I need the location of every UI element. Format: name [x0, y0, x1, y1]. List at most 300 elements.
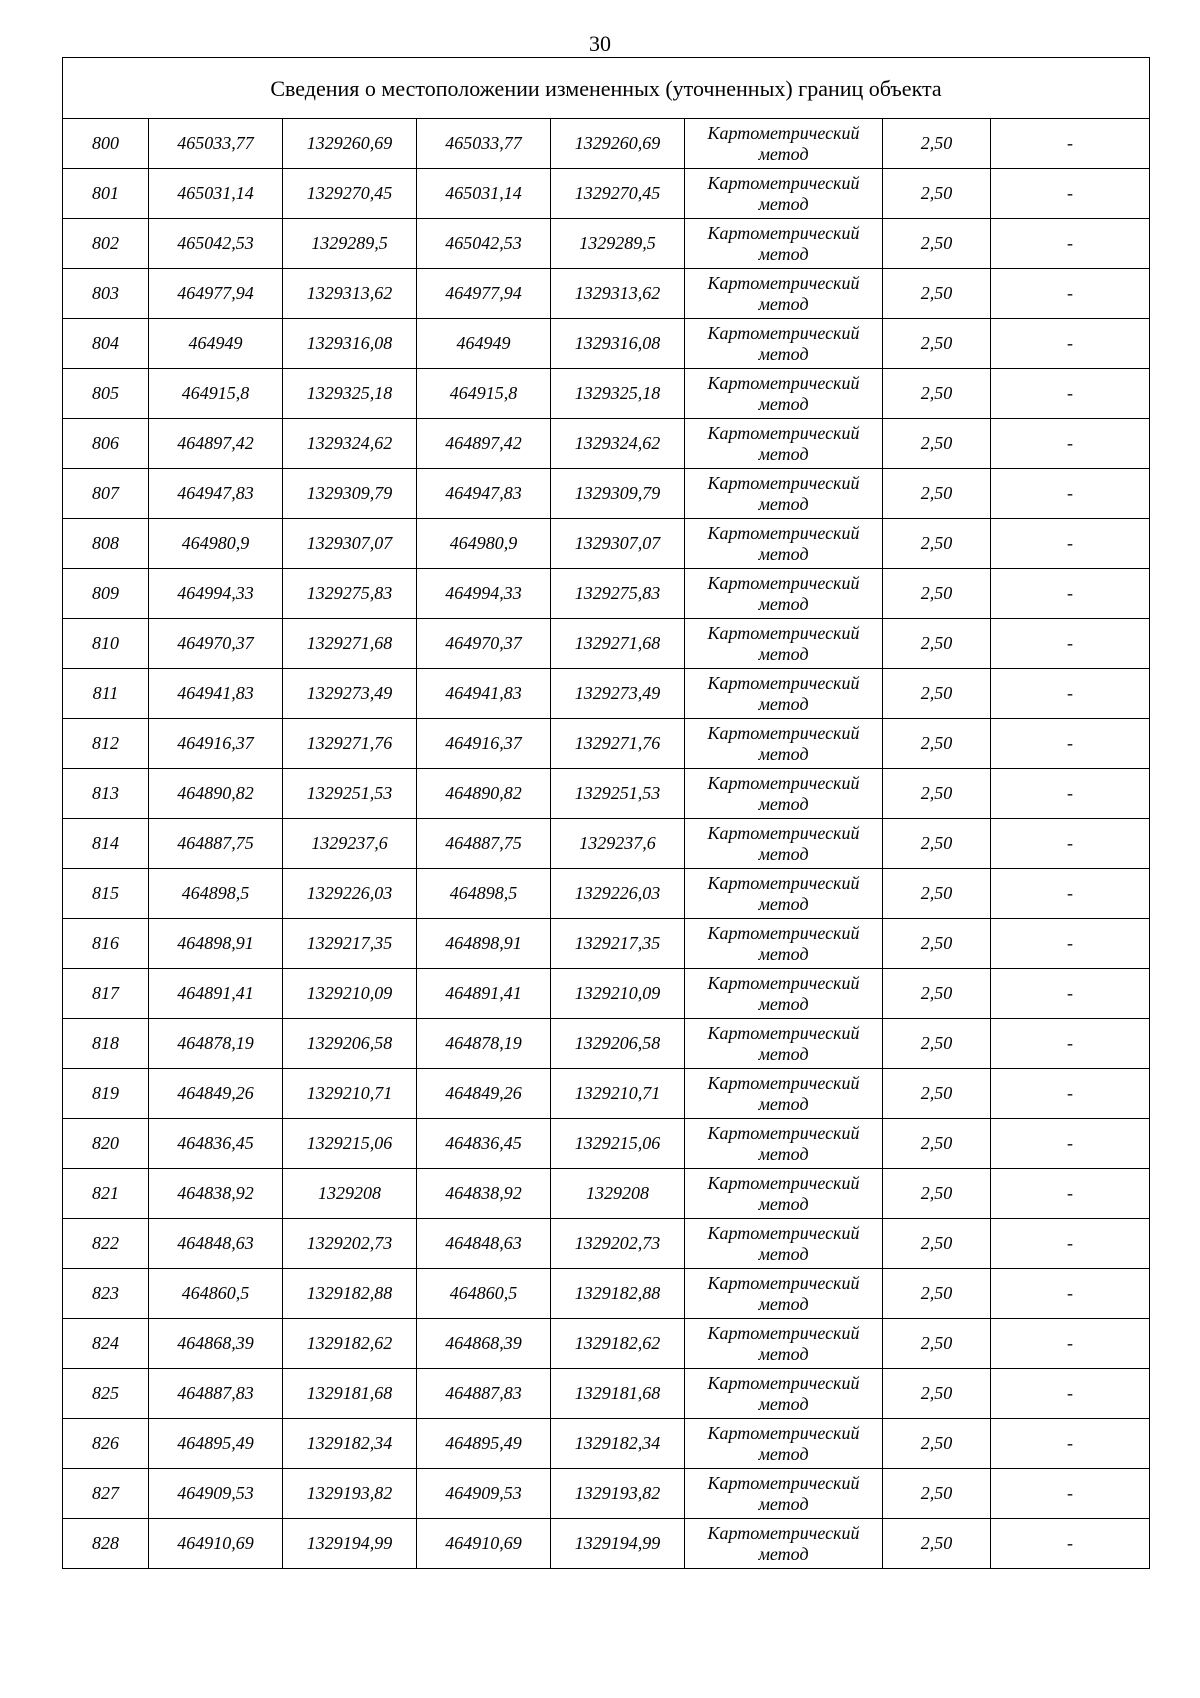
description-cell: - [991, 1119, 1150, 1169]
description-cell: - [991, 169, 1150, 219]
method-cell [685, 219, 883, 269]
description-cell: - [991, 1469, 1150, 1519]
accuracy-cell: 2,50 [883, 1519, 991, 1569]
point-number-cell: 827 [63, 1469, 149, 1519]
description-cell: - [991, 569, 1150, 619]
existing-y-cell: 1329271,68 [283, 619, 417, 669]
updated-y-cell: 1329270,45 [551, 169, 685, 219]
table-row [63, 1269, 1150, 1319]
method-line-1: Картометрический [707, 1472, 860, 1493]
existing-y-cell: 1329182,88 [283, 1269, 417, 1319]
description-cell: - [991, 469, 1150, 519]
existing-x-cell: 464977,94 [149, 269, 283, 319]
accuracy-cell: 2,50 [883, 1319, 991, 1369]
method-line-1: Картометрический [707, 172, 860, 193]
method-line-2: метод [758, 793, 809, 814]
table-row [63, 1119, 1150, 1169]
updated-x-cell: 464887,83 [417, 1369, 551, 1419]
existing-x-cell: 464890,82 [149, 769, 283, 819]
existing-x-cell: 464970,37 [149, 619, 283, 669]
updated-x-cell: 464970,37 [417, 619, 551, 669]
existing-y-cell: 1329273,49 [283, 669, 417, 719]
method-cell [685, 1469, 883, 1519]
updated-x-cell: 464836,45 [417, 1119, 551, 1169]
updated-y-cell: 1329202,73 [551, 1219, 685, 1269]
description-cell: - [991, 619, 1150, 669]
method-cell [685, 169, 883, 219]
point-number-cell: 807 [63, 469, 149, 519]
point-number-cell: 820 [63, 1119, 149, 1169]
method-line-2: метод [758, 893, 809, 914]
point-number-cell: 822 [63, 1219, 149, 1269]
method-cell [685, 1019, 883, 1069]
updated-y-cell: 1329182,34 [551, 1419, 685, 1469]
accuracy-cell: 2,50 [883, 1069, 991, 1119]
method-line-1: Картометрический [707, 472, 860, 493]
table-title-row [63, 58, 1150, 119]
table-row [63, 519, 1150, 569]
existing-y-cell: 1329237,6 [283, 819, 417, 869]
updated-x-cell: 464949 [417, 319, 551, 369]
method-cell [685, 569, 883, 619]
existing-y-cell: 1329325,18 [283, 369, 417, 419]
point-number-cell: 826 [63, 1419, 149, 1469]
accuracy-cell: 2,50 [883, 269, 991, 319]
method-cell [685, 1269, 883, 1319]
updated-x-cell: 464887,75 [417, 819, 551, 869]
method-line-2: метод [758, 1443, 809, 1464]
accuracy-cell: 2,50 [883, 1269, 991, 1319]
updated-x-cell: 464878,19 [417, 1019, 551, 1069]
existing-x-cell: 464849,26 [149, 1069, 283, 1119]
description-cell: - [991, 1519, 1150, 1569]
point-number-cell: 816 [63, 919, 149, 969]
existing-y-cell: 1329226,03 [283, 869, 417, 919]
updated-x-cell: 464941,83 [417, 669, 551, 719]
table-row [63, 1169, 1150, 1219]
method-line-1: Картометрический [707, 872, 860, 893]
method-line-2: метод [758, 1143, 809, 1164]
point-number-cell: 818 [63, 1019, 149, 1069]
method-cell [685, 1069, 883, 1119]
existing-x-cell: 464887,75 [149, 819, 283, 869]
description-cell: - [991, 769, 1150, 819]
table-row [63, 1519, 1150, 1569]
method-cell [685, 319, 883, 369]
page-number: 30 [589, 31, 611, 56]
method-line-1: Картометрический [707, 1072, 860, 1093]
method-line-1: Картометрический [707, 122, 860, 143]
point-number-cell: 823 [63, 1269, 149, 1319]
description-cell: - [991, 819, 1150, 869]
existing-x-cell: 464868,39 [149, 1319, 283, 1369]
existing-x-cell: 464916,37 [149, 719, 283, 769]
existing-x-cell: 464891,41 [149, 969, 283, 1019]
method-cell [685, 1419, 883, 1469]
method-line-2: метод [758, 1493, 809, 1514]
method-line-1: Картометрический [707, 1122, 860, 1143]
table-row [63, 869, 1150, 919]
updated-y-cell: 1329325,18 [551, 369, 685, 419]
method-cell [685, 969, 883, 1019]
accuracy-cell: 2,50 [883, 469, 991, 519]
existing-y-cell: 1329182,34 [283, 1419, 417, 1469]
updated-x-cell: 464891,41 [417, 969, 551, 1019]
description-cell: - [991, 319, 1150, 369]
method-line-2: метод [758, 593, 809, 614]
point-number-cell: 802 [63, 219, 149, 269]
updated-x-cell: 464897,42 [417, 419, 551, 469]
accuracy-cell: 2,50 [883, 169, 991, 219]
description-cell: - [991, 1169, 1150, 1219]
existing-y-cell: 1329270,45 [283, 169, 417, 219]
table-row [63, 1069, 1150, 1119]
method-line-1: Картометрический [707, 572, 860, 593]
table-row [63, 969, 1150, 1019]
point-number-cell: 804 [63, 319, 149, 369]
table-row [63, 619, 1150, 669]
method-line-1: Картометрический [707, 622, 860, 643]
existing-x-cell: 464909,53 [149, 1469, 283, 1519]
method-line-1: Картометрический [707, 372, 860, 393]
updated-x-cell: 465031,14 [417, 169, 551, 219]
method-line-1: Картометрический [707, 1222, 860, 1243]
existing-y-cell: 1329210,71 [283, 1069, 417, 1119]
method-cell [685, 519, 883, 569]
accuracy-cell: 2,50 [883, 219, 991, 269]
description-cell: - [991, 1319, 1150, 1369]
point-number-cell: 811 [63, 669, 149, 719]
existing-x-cell: 464897,42 [149, 419, 283, 469]
method-line-1: Картометрический [707, 972, 860, 993]
accuracy-cell: 2,50 [883, 769, 991, 819]
point-number-cell: 805 [63, 369, 149, 419]
existing-x-cell: 464836,45 [149, 1119, 283, 1169]
point-number-cell: 825 [63, 1369, 149, 1419]
table-row [63, 1219, 1150, 1269]
table-row [63, 1369, 1150, 1419]
method-cell [685, 369, 883, 419]
point-number-cell: 828 [63, 1519, 149, 1569]
method-line-2: метод [758, 543, 809, 564]
updated-x-cell: 464994,33 [417, 569, 551, 619]
updated-y-cell: 1329217,35 [551, 919, 685, 969]
accuracy-cell: 2,50 [883, 819, 991, 869]
method-cell [685, 1369, 883, 1419]
accuracy-cell: 2,50 [883, 1469, 991, 1519]
updated-y-cell: 1329208 [551, 1169, 685, 1219]
method-line-1: Картометрический [707, 522, 860, 543]
description-cell: - [991, 969, 1150, 1019]
updated-y-cell: 1329271,76 [551, 719, 685, 769]
updated-y-cell: 1329275,83 [551, 569, 685, 619]
point-number-cell: 817 [63, 969, 149, 1019]
accuracy-cell: 2,50 [883, 569, 991, 619]
updated-x-cell: 464916,37 [417, 719, 551, 769]
method-cell [685, 269, 883, 319]
method-line-1: Картометрический [707, 322, 860, 343]
description-cell: - [991, 919, 1150, 969]
method-cell [685, 669, 883, 719]
accuracy-cell: 2,50 [883, 1119, 991, 1169]
existing-x-cell: 465042,53 [149, 219, 283, 269]
description-cell: - [991, 1419, 1150, 1469]
existing-y-cell: 1329182,62 [283, 1319, 417, 1369]
existing-x-cell: 464838,92 [149, 1169, 283, 1219]
method-line-2: метод [758, 693, 809, 714]
method-line-1: Картометрический [707, 1522, 860, 1543]
table-row [63, 669, 1150, 719]
existing-y-cell: 1329324,62 [283, 419, 417, 469]
point-number-cell: 800 [63, 119, 149, 169]
existing-y-cell: 1329208 [283, 1169, 417, 1219]
existing-x-cell: 465031,14 [149, 169, 283, 219]
accuracy-cell: 2,50 [883, 1369, 991, 1419]
table-row [63, 469, 1150, 519]
accuracy-cell: 2,50 [883, 969, 991, 1019]
existing-y-cell: 1329275,83 [283, 569, 417, 619]
existing-y-cell: 1329316,08 [283, 319, 417, 369]
point-number-cell: 813 [63, 769, 149, 819]
existing-y-cell: 1329313,62 [283, 269, 417, 319]
method-line-2: метод [758, 993, 809, 1014]
description-cell: - [991, 219, 1150, 269]
table-row [63, 1419, 1150, 1469]
existing-x-cell: 464980,9 [149, 519, 283, 569]
updated-x-cell: 464838,92 [417, 1169, 551, 1219]
updated-x-cell: 464860,5 [417, 1269, 551, 1319]
updated-y-cell: 1329307,07 [551, 519, 685, 569]
existing-y-cell: 1329193,82 [283, 1469, 417, 1519]
existing-y-cell: 1329202,73 [283, 1219, 417, 1269]
method-line-1: Картометрический [707, 1022, 860, 1043]
accuracy-cell: 2,50 [883, 669, 991, 719]
table-row [63, 219, 1150, 269]
method-line-1: Картометрический [707, 922, 860, 943]
existing-x-cell: 464941,83 [149, 669, 283, 719]
method-line-2: метод [758, 943, 809, 964]
updated-x-cell: 464890,82 [417, 769, 551, 819]
table-row [63, 569, 1150, 619]
existing-y-cell: 1329309,79 [283, 469, 417, 519]
updated-x-cell: 465033,77 [417, 119, 551, 169]
updated-y-cell: 1329210,71 [551, 1069, 685, 1119]
updated-x-cell: 464915,8 [417, 369, 551, 419]
point-number-cell: 809 [63, 569, 149, 619]
existing-x-cell: 464860,5 [149, 1269, 283, 1319]
existing-x-cell: 465033,77 [149, 119, 283, 169]
method-line-2: метод [758, 193, 809, 214]
method-line-1: Картометрический [707, 1322, 860, 1343]
method-line-2: метод [758, 143, 809, 164]
method-line-2: метод [758, 1293, 809, 1314]
existing-x-cell: 464878,19 [149, 1019, 283, 1069]
method-cell [685, 869, 883, 919]
point-number-cell: 801 [63, 169, 149, 219]
point-number-cell: 814 [63, 819, 149, 869]
accuracy-cell: 2,50 [883, 369, 991, 419]
method-cell [685, 119, 883, 169]
existing-y-cell: 1329260,69 [283, 119, 417, 169]
method-cell [685, 769, 883, 819]
method-line-2: метод [758, 1093, 809, 1114]
table-title: Сведения о местоположении измененных (уточненных) границ объекта [63, 58, 1150, 119]
description-cell: - [991, 869, 1150, 919]
method-line-2: метод [758, 1193, 809, 1214]
table-row [63, 1469, 1150, 1519]
description-cell: - [991, 369, 1150, 419]
method-cell [685, 1319, 883, 1369]
point-number-cell: 810 [63, 619, 149, 669]
description-cell: - [991, 519, 1150, 569]
updated-y-cell: 1329260,69 [551, 119, 685, 169]
existing-y-cell: 1329307,07 [283, 519, 417, 569]
accuracy-cell: 2,50 [883, 119, 991, 169]
existing-x-cell: 464910,69 [149, 1519, 283, 1569]
updated-y-cell: 1329316,08 [551, 319, 685, 369]
description-cell: - [991, 1069, 1150, 1119]
method-line-1: Картометрический [707, 672, 860, 693]
accuracy-cell: 2,50 [883, 619, 991, 669]
method-line-2: метод [758, 743, 809, 764]
table-row [63, 919, 1150, 969]
method-line-2: метод [758, 443, 809, 464]
point-number-cell: 812 [63, 719, 149, 769]
existing-y-cell: 1329194,99 [283, 1519, 417, 1569]
method-line-2: метод [758, 393, 809, 414]
method-line-1: Картометрический [707, 822, 860, 843]
updated-y-cell: 1329237,6 [551, 819, 685, 869]
updated-y-cell: 1329324,62 [551, 419, 685, 469]
accuracy-cell: 2,50 [883, 319, 991, 369]
existing-y-cell: 1329215,06 [283, 1119, 417, 1169]
updated-y-cell: 1329251,53 [551, 769, 685, 819]
accuracy-cell: 2,50 [883, 1169, 991, 1219]
table-row [63, 119, 1150, 169]
table-row [63, 319, 1150, 369]
point-number-cell: 808 [63, 519, 149, 569]
table-row [63, 719, 1150, 769]
existing-y-cell: 1329271,76 [283, 719, 417, 769]
accuracy-cell: 2,50 [883, 919, 991, 969]
existing-x-cell: 464947,83 [149, 469, 283, 519]
method-cell [685, 419, 883, 469]
accuracy-cell: 2,50 [883, 1419, 991, 1469]
table-row [63, 819, 1150, 869]
table-row [63, 419, 1150, 469]
updated-y-cell: 1329182,62 [551, 1319, 685, 1369]
table-row [63, 269, 1150, 319]
method-line-2: метод [758, 643, 809, 664]
coordinates-table [62, 57, 1150, 1569]
description-cell: - [991, 1369, 1150, 1419]
updated-y-cell: 1329273,49 [551, 669, 685, 719]
method-line-1: Картометрический [707, 1422, 860, 1443]
method-cell [685, 819, 883, 869]
point-number-cell: 803 [63, 269, 149, 319]
method-cell [685, 619, 883, 669]
updated-x-cell: 464909,53 [417, 1469, 551, 1519]
updated-x-cell: 465042,53 [417, 219, 551, 269]
updated-y-cell: 1329182,88 [551, 1269, 685, 1319]
method-line-1: Картометрический [707, 1172, 860, 1193]
updated-y-cell: 1329289,5 [551, 219, 685, 269]
updated-x-cell: 464947,83 [417, 469, 551, 519]
existing-y-cell: 1329251,53 [283, 769, 417, 819]
updated-y-cell: 1329206,58 [551, 1019, 685, 1069]
updated-x-cell: 464849,26 [417, 1069, 551, 1119]
method-line-2: метод [758, 343, 809, 364]
method-line-1: Картометрический [707, 772, 860, 793]
method-line-2: метод [758, 243, 809, 264]
existing-y-cell: 1329217,35 [283, 919, 417, 969]
method-line-2: метод [758, 1043, 809, 1064]
description-cell: - [991, 269, 1150, 319]
description-cell: - [991, 119, 1150, 169]
description-cell: - [991, 419, 1150, 469]
method-line-1: Картометрический [707, 272, 860, 293]
updated-y-cell: 1329181,68 [551, 1369, 685, 1419]
method-line-2: метод [758, 843, 809, 864]
table-row [63, 1319, 1150, 1369]
description-cell: - [991, 719, 1150, 769]
method-cell [685, 719, 883, 769]
method-line-2: метод [758, 293, 809, 314]
table-row [63, 369, 1150, 419]
method-line-1: Картометрический [707, 1372, 860, 1393]
method-line-1: Картометрический [707, 722, 860, 743]
method-line-2: метод [758, 1243, 809, 1264]
accuracy-cell: 2,50 [883, 419, 991, 469]
existing-x-cell: 464898,5 [149, 869, 283, 919]
accuracy-cell: 2,50 [883, 869, 991, 919]
method-cell [685, 1219, 883, 1269]
existing-y-cell: 1329210,09 [283, 969, 417, 1019]
method-line-1: Картометрический [707, 422, 860, 443]
updated-y-cell: 1329271,68 [551, 619, 685, 669]
updated-y-cell: 1329215,06 [551, 1119, 685, 1169]
accuracy-cell: 2,50 [883, 519, 991, 569]
existing-y-cell: 1329181,68 [283, 1369, 417, 1419]
updated-y-cell: 1329226,03 [551, 869, 685, 919]
existing-y-cell: 1329289,5 [283, 219, 417, 269]
existing-x-cell: 464915,8 [149, 369, 283, 419]
existing-y-cell: 1329206,58 [283, 1019, 417, 1069]
updated-x-cell: 464980,9 [417, 519, 551, 569]
point-number-cell: 821 [63, 1169, 149, 1219]
updated-x-cell: 464977,94 [417, 269, 551, 319]
point-number-cell: 815 [63, 869, 149, 919]
method-line-2: метод [758, 493, 809, 514]
method-line-2: метод [758, 1543, 809, 1564]
method-line-1: Картометрический [707, 222, 860, 243]
existing-x-cell: 464994,33 [149, 569, 283, 619]
description-cell: - [991, 1019, 1150, 1069]
method-cell [685, 1119, 883, 1169]
method-cell [685, 469, 883, 519]
updated-x-cell: 464898,91 [417, 919, 551, 969]
description-cell: - [991, 1219, 1150, 1269]
updated-x-cell: 464910,69 [417, 1519, 551, 1569]
method-cell [685, 1169, 883, 1219]
existing-x-cell: 464898,91 [149, 919, 283, 969]
updated-y-cell: 1329193,82 [551, 1469, 685, 1519]
table-row [63, 169, 1150, 219]
updated-x-cell: 464898,5 [417, 869, 551, 919]
updated-y-cell: 1329194,99 [551, 1519, 685, 1569]
updated-x-cell: 464868,39 [417, 1319, 551, 1369]
accuracy-cell: 2,50 [883, 719, 991, 769]
